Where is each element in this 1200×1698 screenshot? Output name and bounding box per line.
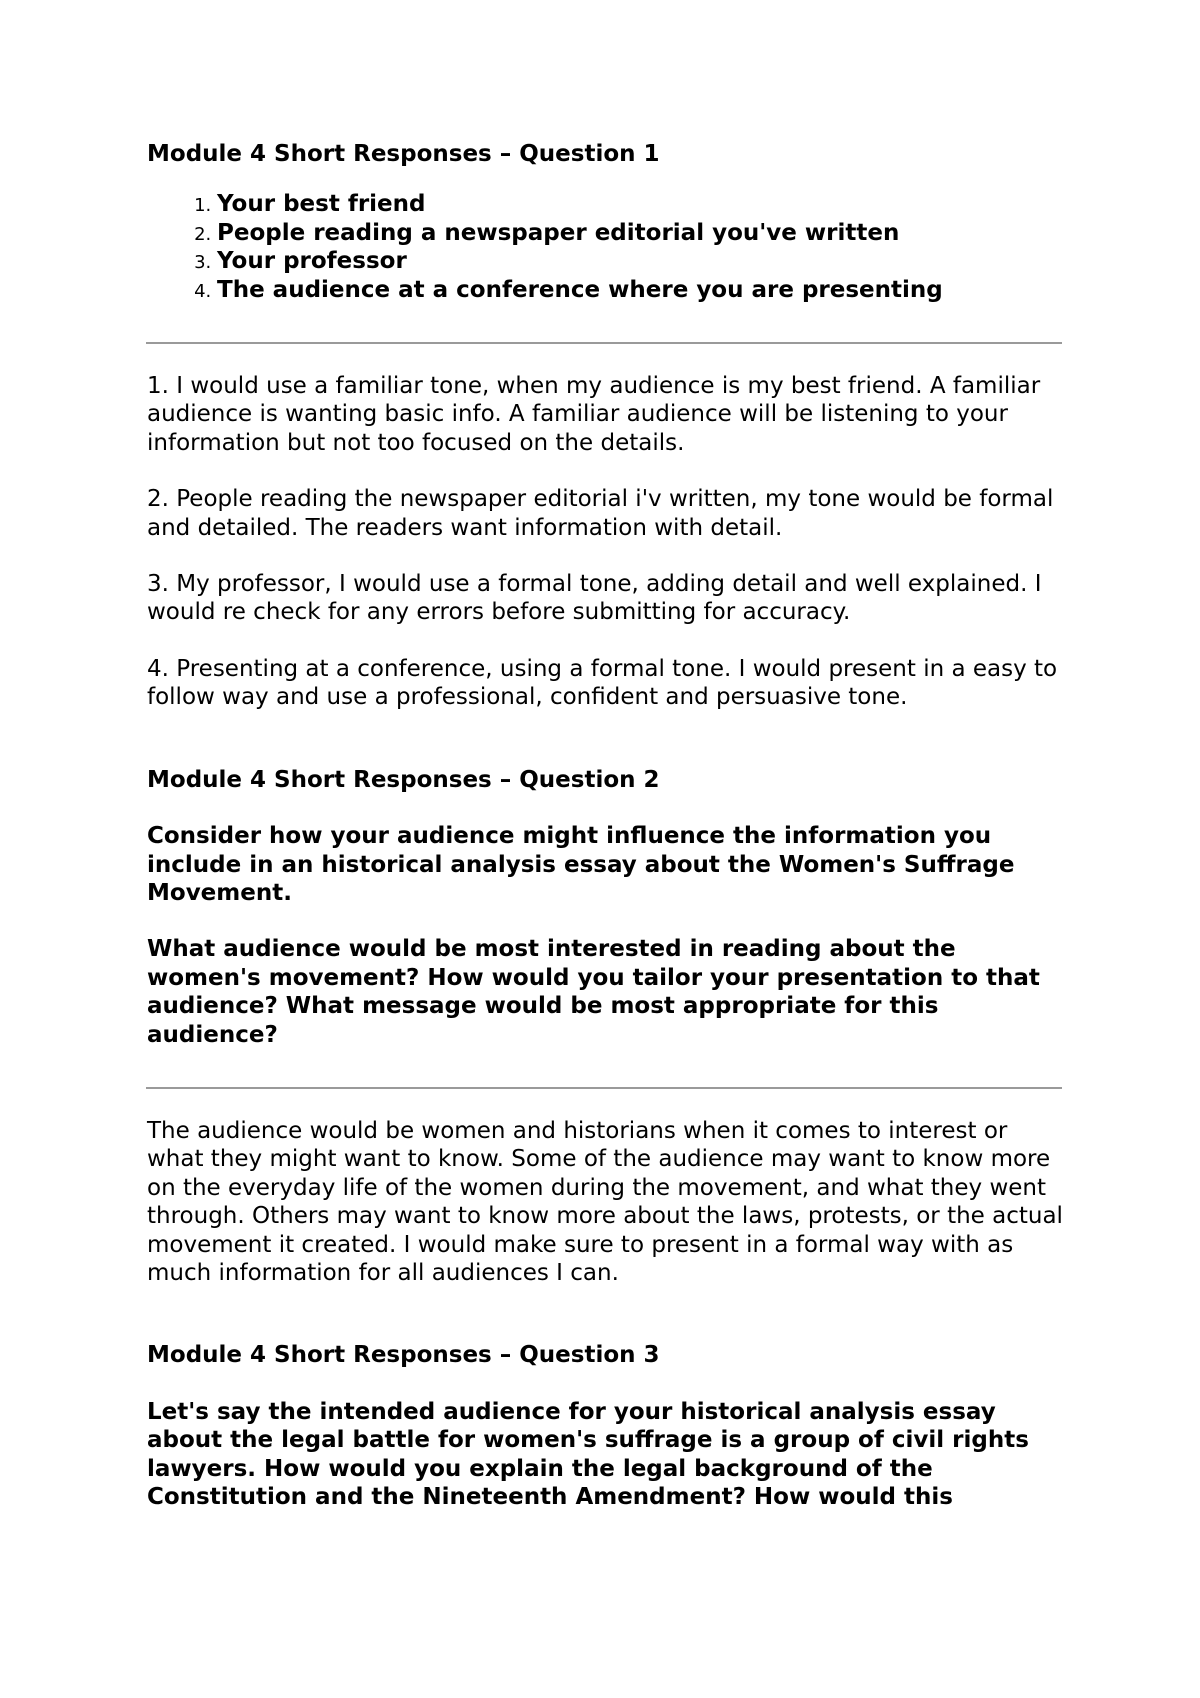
question-3-prompt: Let's say the intended audience for your historical analysis essay about the legal battle for women's suffrage is a group of civil rights lawyers. How would you explain the legal background of the Constitution and the Nineteenth Amendment? How would this [147, 1398, 1029, 1510]
list-item: 3. Your professor [217, 247, 1065, 275]
question-1-audience-list [147, 190, 1065, 304]
question-3-heading: Module 4 Short Responses – Question 3 [147, 1342, 660, 1369]
question-1-heading: Module 4 Short Responses – Question 1 [147, 141, 660, 167]
question-2-answer: The audience would be women and historians when it comes to interest or what they might want to know. Some of the audience may want to know more on the everyday life of the women during the movement, and what they went through. Others may want to know more about the laws, protests, or the actual movement it created. I would make sure to present in a formal way with as much information for all audiences I can. [147, 1117, 1063, 1286]
question-2-heading: Module 4 Short Responses – Question 2 [147, 766, 660, 793]
question-1-answer-1: 1. I would use a familiar tone, when my audience is my best friend. A familiar audience is wanting basic info. A familiar audience will be listening to your information but not too focused on the details. [147, 373, 1041, 456]
list-item: 1. Your best friend [217, 190, 1065, 218]
question-1-answer-4: 4. Presenting at a conference, using a formal tone. I would present in a easy to follow way and use a professional, confident and persuasive tone. [147, 655, 1058, 711]
document-page [147, 140, 1065, 1539]
list-item: 4. The audience at a conference where you are presenting [217, 276, 1065, 304]
divider [146, 342, 1062, 344]
question-2-prompt-2: What audience would be most interested in reading about the women's movement? How would you tailor your presentation to that audience? What message would be most appropriate for this audience? [147, 936, 1040, 1048]
list-item: 2. People reading a newspaper editorial you've written [217, 219, 1065, 247]
question-1-answer-2: 2. People reading the newspaper editorial i'v written, my tone would be formal and detailed. The readers want information with detail. [147, 486, 1054, 541]
question-2-prompt-1: Consider how your audience might influence the information you include in an historical analysis essay about the Women's Suffrage Movement. [147, 823, 1015, 906]
question-1-answer-3: 3. My professor, I would use a formal tone, adding detail and well explained. I would re check for any errors before submitting for accuracy. [147, 571, 1042, 626]
divider [146, 1087, 1062, 1089]
